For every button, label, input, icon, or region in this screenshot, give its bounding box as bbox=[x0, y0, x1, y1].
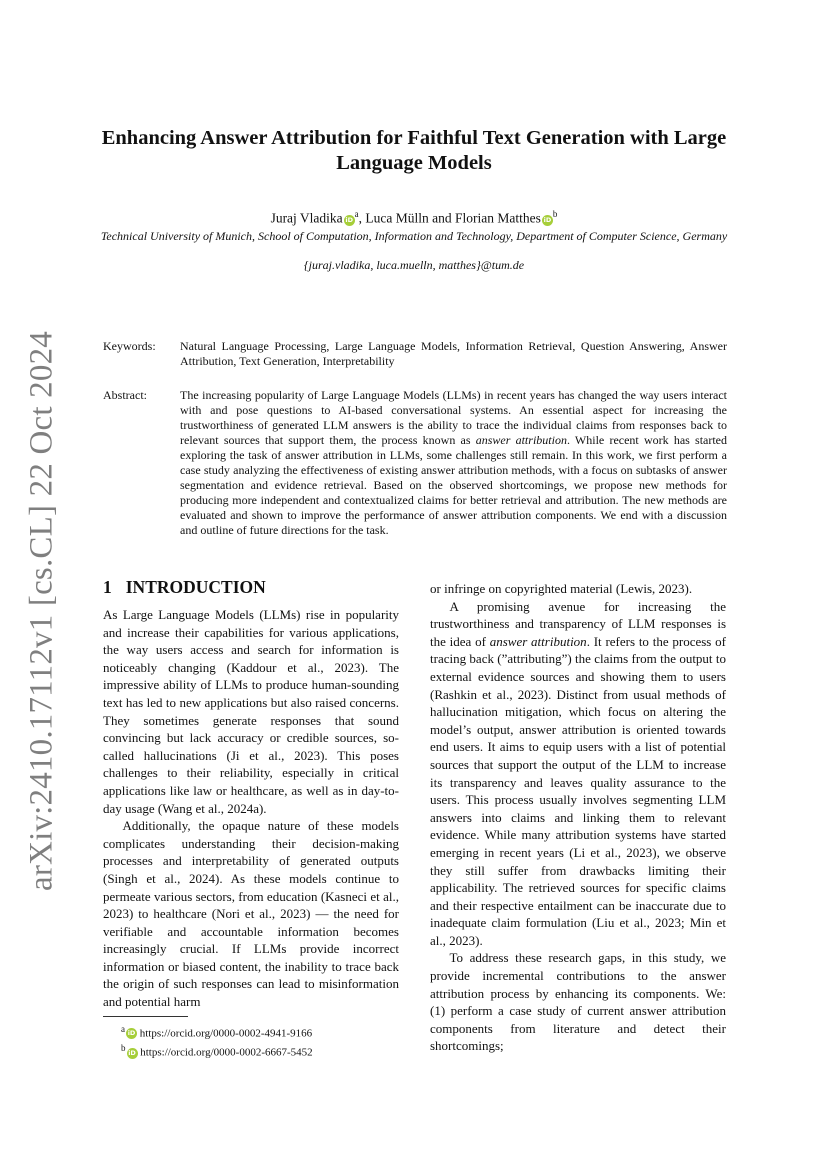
paragraph bbox=[430, 598, 726, 950]
paragraph: To address these research gaps, in this study, we provide incremental contributions to the answer attribution process by enhancing its components. We: (1) perform a case study of current answer attribution components from literature and detect their shortcomings; bbox=[430, 950, 726, 1054]
section-title: INTRODUCTION bbox=[125, 577, 266, 597]
paragraph: As Large Language Models (LLMs) rise in popularity and increase their capabilities for various applications, the way users access and search for information is noticeably changing (Kaddour et al., 2023). The impressive ability of LLMs to produce human-sounding text has led to new applications but also raised concerns. They sometimes generate responses that sound convincing but lack accuracy or credible sources, so-called hallucinations (Ji et al., 2023). This poses challenges to their reliability, especially in critical applications like law or healthcare, as well as in day-to-day usage (Wang et al., 2024a). bbox=[103, 607, 399, 816]
author-list bbox=[100, 205, 728, 228]
affiliation-mark: a bbox=[354, 209, 359, 219]
author-name: Juraj Vladika bbox=[270, 210, 343, 226]
section-number: 1 bbox=[103, 577, 112, 597]
keywords-label: Keywords: bbox=[103, 339, 156, 353]
abstract-text-part: The increasing popularity of Large Language Models (LLMs) in recent years has changed the way users interact with and pose questions to AI-based conversational systems. An essential aspect for increasing the trustworthiness of generated LLM answers is the ability to trace the individual claims from responses back to relevant sources that support them, the process known as bbox=[180, 388, 727, 447]
arxiv-id: arXiv:2410.17112v1 [cs.CL] 22 Oct 2024 bbox=[23, 331, 60, 891]
abstract-text-part: . While recent work has started exploring the task of answer attribution in LLMs, some challenges still remain. In this work, we first perform a case study analyzing the effectiveness of existing answer attribution methods, with a focus on subtasks of answer segmentation and evidence retrieval. Based on the observed shortcomings, we propose new methods for producing more independent and contextualized claims for better retrieval and attribution. The new methods are evaluated and shown to improve the performance of answer attribution components. We end with a discussion and outline of future directions for the task. bbox=[180, 433, 728, 537]
arxiv-stamp bbox=[12, 331, 72, 891]
right-column bbox=[430, 580, 726, 1055]
paragraph: Additionally, the opaque nature of these models complicates understanding their decision-making processes and interpretability of generated outputs (Singh et al., 2024). As these models continue to permeate various sectors, from education (Kasneci et al., 2023) to healthcare (Nori et al., 2023) — the need for verifiable and accountable information becomes increasingly crucial. If LLMs provide incorrect information or biased content, the inability to trace back the origin of such responses can lead to misinformation and potential harm bbox=[103, 818, 399, 1010]
section-heading bbox=[103, 578, 399, 596]
author-separator: , bbox=[358, 210, 366, 226]
affiliation: Technical University of Munich, School of Computation, Information and Technology, Department of Computer Science, Germany bbox=[100, 229, 728, 243]
footnote-mark: a bbox=[121, 1023, 125, 1034]
paper-title: Enhancing Answer Attribution for Faithful Text Generation with Large Language Models bbox=[101, 127, 727, 174]
abstract-emphasis: answer attribution bbox=[475, 433, 567, 447]
affiliation-mark: b bbox=[552, 209, 558, 219]
footnote-divider bbox=[103, 1016, 188, 1017]
orcid-icon[interactable]: iD bbox=[543, 215, 552, 224]
footnote bbox=[103, 1041, 399, 1061]
footnote-link[interactable]: https://orcid.org/0000-0002-6667-5452 bbox=[140, 1046, 313, 1059]
paragraph-part: . It refers to the process of tracing back (”attributing”) the claims from the output to external evidence sources and showing them to users (Rashkin et al., 2023). Distinct from usual methods of hallucination mitigation, which focus on altering the model’s output, answer attribution is oriented towards end users. It aims to equip users with a list of potential sources that support the output of the LLM to increase its transparency and leaves quality assurance to the users. This process usually involves segmenting LLM answers into claims and linking them to relevant evidence. While many attribution systems have started emerging in recent years (Li et al., 2023), we observe they still suffer from drawbacks limiting their applicability. The retrieved sources for specific claims and their respective entailment can be inaccurate due to inadequate claim formulation (Liu et al., 2023; Min et al., 2023). bbox=[430, 633, 726, 948]
author-emails: {juraj.vladika, luca.muelln, matthes}@tum.de bbox=[303, 258, 525, 272]
paragraph: or infringe on copyrighted material (Lewis, 2023). bbox=[430, 581, 693, 596]
footnote-link[interactable]: https://orcid.org/0000-0002-4941-9166 bbox=[139, 1027, 313, 1040]
author-name: Luca Mülln bbox=[365, 210, 429, 226]
orcid-icon[interactable]: iD bbox=[345, 215, 353, 224]
left-column bbox=[103, 578, 399, 1061]
keywords-text: Natural Language Processing, Large Language Models, Information Retrieval, Question Answering, Answer Attribution, Text Generation, Interpretability bbox=[180, 339, 727, 368]
orcid-icon: iD bbox=[127, 1029, 136, 1038]
abstract-label: Abstract: bbox=[103, 388, 147, 402]
footnote bbox=[103, 1022, 399, 1042]
footnote-mark: b bbox=[121, 1043, 126, 1054]
orcid-icon: iD bbox=[128, 1048, 136, 1057]
author-name: Florian Matthes bbox=[455, 210, 541, 226]
paragraph-emphasis: answer attribution bbox=[489, 633, 587, 649]
abstract-text bbox=[180, 388, 727, 538]
author-separator: and bbox=[428, 210, 456, 226]
paragraph-part: A promising avenue for increasing the trustworthiness and transparency of LLM responses is the idea of bbox=[430, 598, 726, 649]
